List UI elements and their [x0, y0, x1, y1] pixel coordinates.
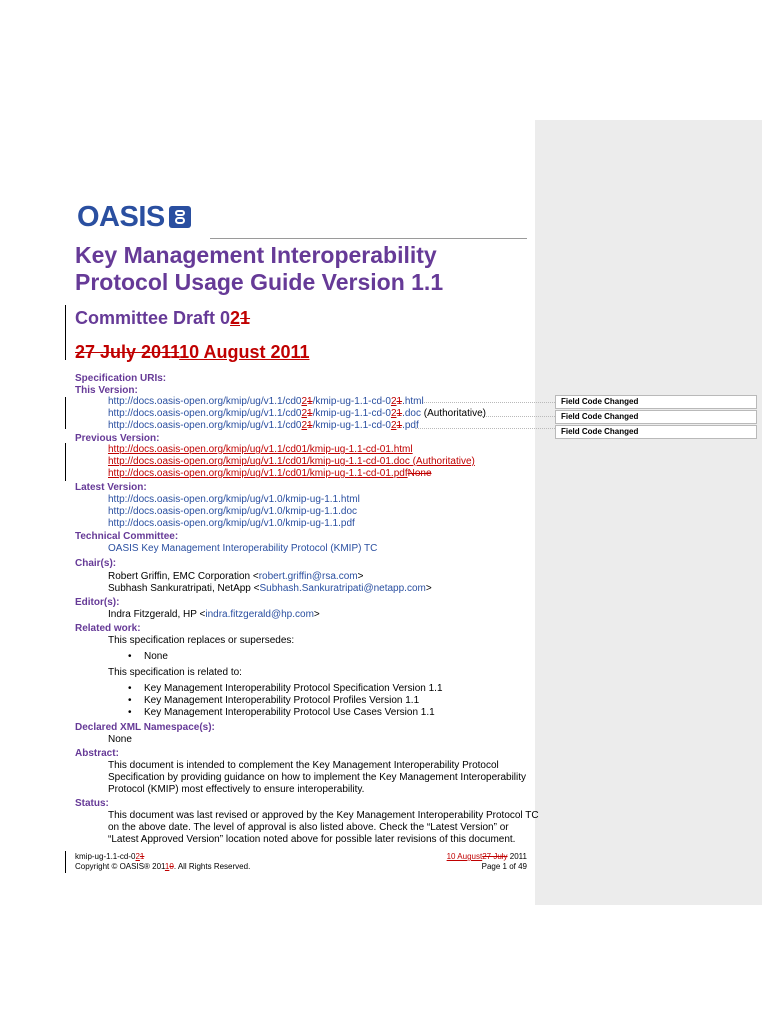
latest-version-label: Latest Version: — [75, 482, 147, 493]
related-item: Key Management Interoperability Protocol Specification Version 1.1 — [144, 683, 443, 694]
comment-leader — [420, 402, 555, 403]
change-bar — [65, 397, 66, 429]
related-work-label: Related work: — [75, 623, 141, 634]
previous-version-link[interactable]: http://docs.oasis-open.org/kmip/ug/v1.1/cd01/kmip-ug-1.1-cd-01.html — [108, 444, 413, 455]
latest-version-link[interactable]: http://docs.oasis-open.org/kmip/ug/v1.0/kmip-ug-1.1.doc — [108, 506, 358, 517]
latest-version-link[interactable]: http://docs.oasis-open.org/kmip/ug/v1.0/kmip-ug-1.1.html — [108, 494, 360, 505]
change-bar — [65, 851, 66, 873]
deleted-none: None — [407, 468, 432, 479]
oasis-logo — [77, 203, 191, 231]
comment-balloon[interactable]: Field Code Changed — [555, 395, 757, 409]
oasis-mark-icon — [169, 206, 191, 228]
comment-balloon[interactable]: Field Code Changed — [555, 410, 757, 424]
chair-item: Subhash Sankuratripati, NetApp <Subhash.Sankuratripati@netapp.com> — [108, 583, 432, 594]
date-deleted: 27 July 2011 — [75, 342, 180, 362]
replaces-text: This specification replaces or supersedes: — [108, 635, 295, 646]
status-label: Status: — [75, 798, 109, 809]
abstract-line: This document is intended to complement the Key Management Interoperability Protocol — [108, 760, 499, 771]
footer-copyright: Copyright © OASIS® 20110. All Rights Reserved. — [75, 862, 251, 871]
latest-version-link[interactable]: http://docs.oasis-open.org/kmip/ug/v1.0/kmip-ug-1.1.pdf — [108, 518, 355, 529]
comment-balloon[interactable]: Field Code Changed — [555, 425, 757, 439]
related-text: This specification is related to: — [108, 667, 242, 678]
this-version-link[interactable]: http://docs.oasis-open.org/kmip/ug/v1.1/cd021/kmip-ug-1.1-cd-021.pdf — [108, 420, 419, 431]
status-line: This document was last revised or approved by the Key Management Interoperability Protocol TC — [108, 810, 539, 821]
date-inserted: 10 August 2011 — [179, 342, 310, 362]
previous-version-label: Previous Version: — [75, 433, 160, 444]
chair-item: Robert Griffin, EMC Corporation <robert.griffin@rsa.com> — [108, 571, 364, 582]
editors-label: Editor(s): — [75, 597, 120, 608]
document-title — [75, 242, 443, 296]
abstract-line: Protocol (KMIP) most effectively to ensure interoperability. — [108, 784, 365, 795]
abstract-line: Specification by providing guidance on how to implement the Key Management Interoperability — [108, 772, 527, 783]
comment-pane — [535, 120, 762, 905]
title-line-2: Protocol Usage Guide Version 1.1 — [75, 269, 444, 295]
namespaces-label: Declared XML Namespace(s): — [75, 722, 215, 733]
related-item: Key Management Interoperability Protocol Use Cases Version 1.1 — [144, 707, 435, 718]
comment-leader — [480, 416, 555, 417]
bullet-icon: • — [128, 683, 132, 694]
status-line: on the above date. The level of approval is also listed above. Check the “Latest Version” or — [108, 822, 509, 833]
draft-date — [75, 342, 310, 363]
spec-uris-label: Specification URIs: — [75, 373, 167, 384]
editor-email-link[interactable]: indra.fitzgerald@hp.com — [205, 609, 314, 620]
namespaces-value: None — [108, 734, 132, 745]
header-rule — [210, 238, 527, 239]
previous-version-link[interactable]: http://docs.oasis-open.org/kmip/ug/v1.1/cd01/kmip-ug-1.1-cd-01.pdfNone — [108, 468, 432, 479]
title-line-1: Key Management Interoperability — [75, 242, 437, 268]
status-line: “Latest Approved Version” location noted above for possible later revisions of this document. — [108, 834, 516, 845]
footer-doc-id: kmip-ug-1.1-cd-021 — [75, 852, 145, 861]
comment-leader — [415, 428, 555, 429]
committee-draft: Committee Draft 021 — [75, 308, 251, 328]
chairs-label: Chair(s): — [75, 558, 117, 569]
related-item: Key Management Interoperability Protocol Profiles Version 1.1 — [144, 695, 420, 706]
this-version-link[interactable]: http://docs.oasis-open.org/kmip/ug/v1.1/cd021/kmip-ug-1.1-cd-021.doc (Authoritative) — [108, 408, 486, 419]
this-version-label: This Version: — [75, 385, 138, 396]
previous-version-link[interactable]: http://docs.oasis-open.org/kmip/ug/v1.1/cd01/kmip-ug-1.1-cd-01.doc (Authoritative) — [108, 456, 475, 467]
bullet-icon: • — [128, 695, 132, 706]
this-version-link[interactable]: http://docs.oasis-open.org/kmip/ug/v1.1/cd021/kmip-ug-1.1-cd-021.html — [108, 396, 424, 407]
bullet-icon: • — [128, 707, 132, 718]
chair-email-link[interactable]: Subhash.Sankuratripati@netapp.com — [259, 583, 426, 594]
change-bar — [65, 443, 66, 481]
editor-item: Indra Fitzgerald, HP <indra.fitzgerald@hp.com> — [108, 609, 320, 620]
change-bar — [65, 305, 66, 360]
logo-text: OASIS — [77, 201, 165, 233]
replaces-item: None — [144, 651, 168, 662]
technical-committee-link[interactable]: OASIS Key Management Interoperability Protocol (KMIP) TC — [108, 543, 378, 554]
technical-committee-label: Technical Committee: — [75, 531, 179, 542]
abstract-label: Abstract: — [75, 748, 119, 759]
footer-date: 10 August27 July 2011 — [446, 852, 527, 861]
chair-email-link[interactable]: robert.griffin@rsa.com — [258, 571, 358, 582]
bullet-icon: • — [128, 651, 132, 662]
footer-page-number: Page 1 of 49 — [481, 862, 527, 871]
